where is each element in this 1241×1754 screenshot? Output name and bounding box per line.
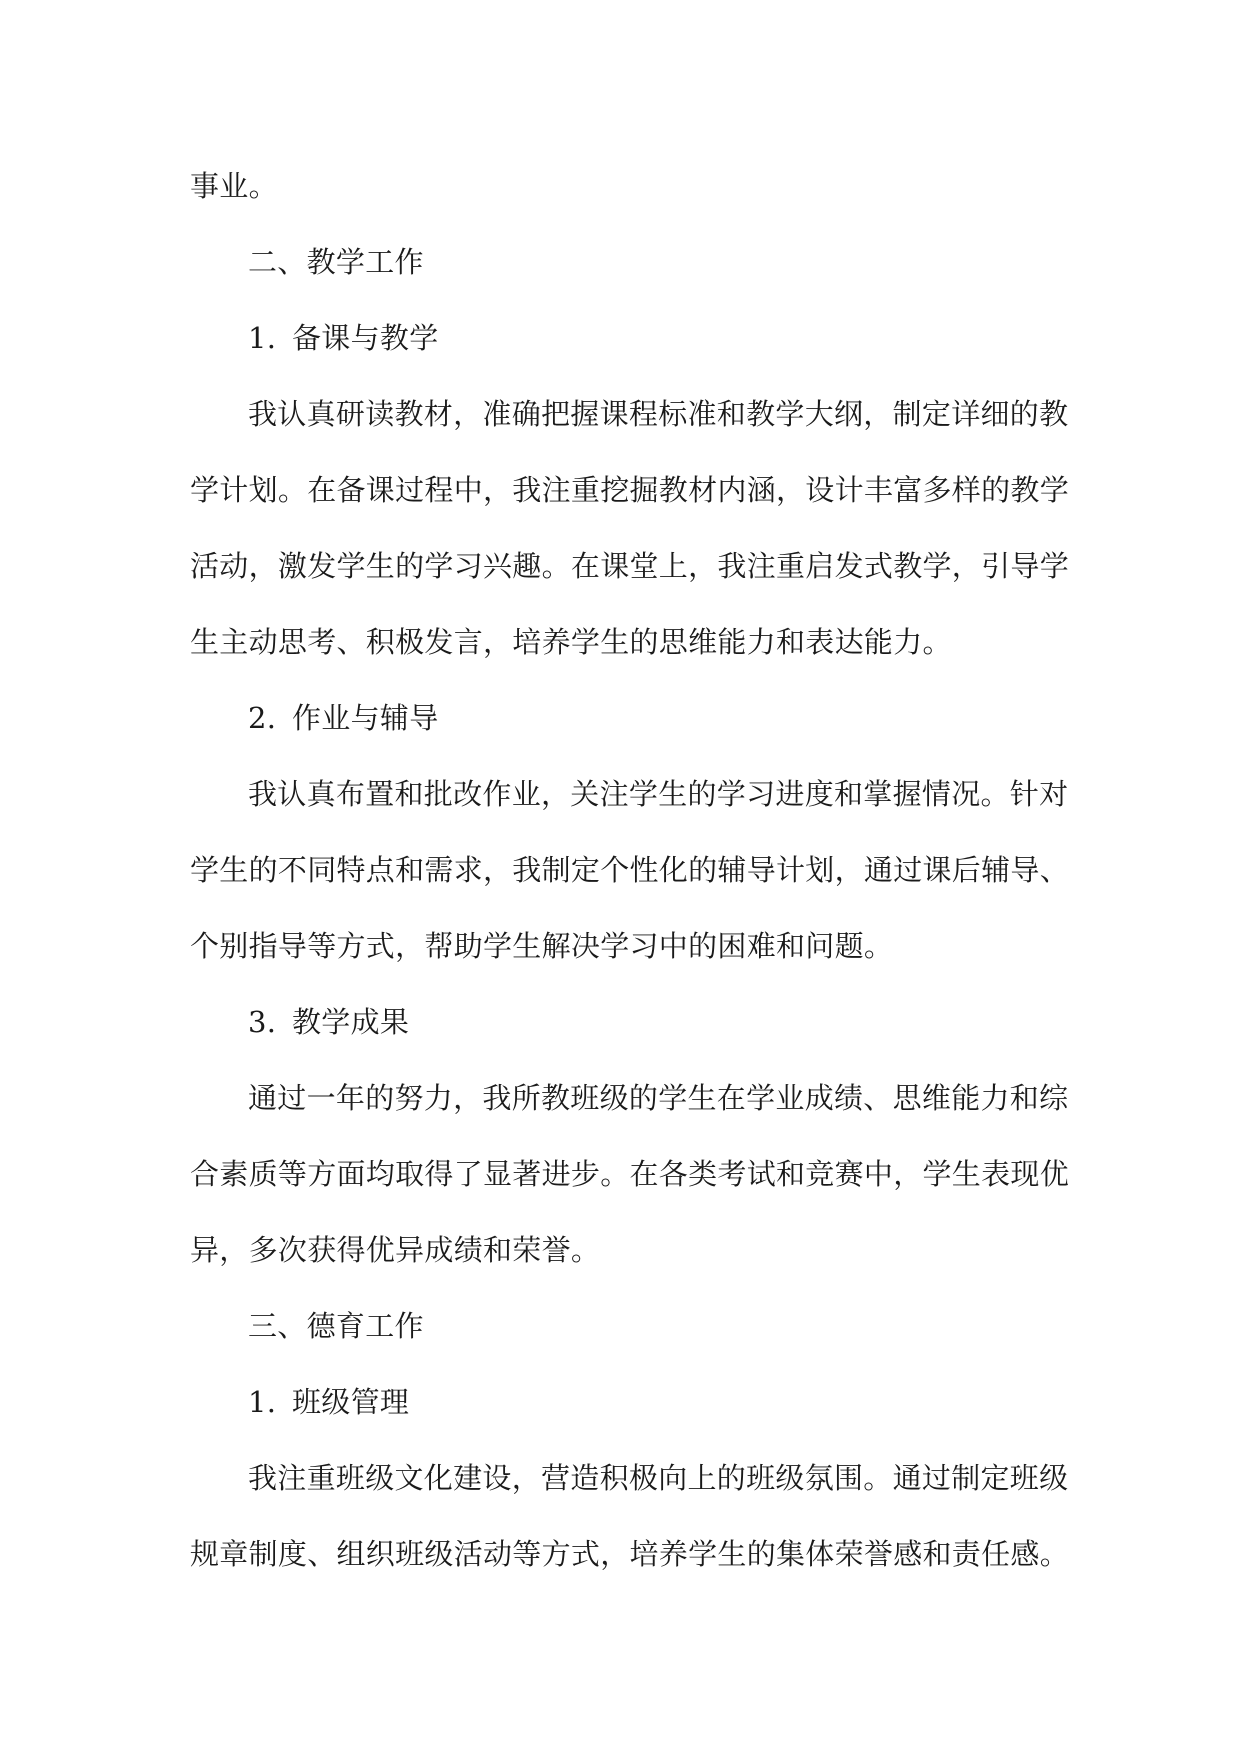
subsection-number: 1. (248, 321, 277, 355)
body-text-line: 事业。 (190, 169, 278, 203)
body-text-line: 我认真研读教材，准确把握课程标准和教学大纲，制定详细的教 (248, 397, 1069, 431)
body-text-line: 生主动思考、积极发言，培养学生的思维能力和表达能力。 (190, 625, 952, 659)
subsection-title: 作业与辅导 (292, 701, 439, 735)
subsection-number: 1. (248, 1385, 277, 1419)
document-body (190, 148, 1070, 1592)
subsection-heading (190, 1364, 1060, 1440)
body-text-line: 我注重班级文化建设，营造积极向上的班级氛围。通过制定班级 (248, 1461, 1069, 1495)
subsection-title: 备课与教学 (292, 321, 439, 355)
subsection-number: 3. (248, 1005, 277, 1039)
section-heading: 三、德育工作 (248, 1309, 424, 1343)
subsection-heading (190, 984, 1060, 1060)
body-text-line: 个别指导等方式，帮助学生解决学习中的困难和问题。 (190, 929, 894, 963)
body-text-line: 规章制度、组织班级活动等方式，培养学生的集体荣誉感和责任感。 (190, 1537, 1070, 1571)
body-text-line: 学生的不同特点和需求，我制定个性化的辅导计划，通过课后辅导、 (190, 853, 1070, 887)
body-text-line: 活动，激发学生的学习兴趣。在课堂上，我注重启发式教学，引导学 (190, 549, 1070, 583)
body-text-line: 学计划。在备课过程中，我注重挖掘教材内涵，设计丰富多样的教学 (190, 473, 1070, 507)
subsection-title: 班级管理 (292, 1385, 410, 1419)
body-text-line: 通过一年的努力，我所教班级的学生在学业成绩、思维能力和综 (248, 1081, 1069, 1115)
subsection-title: 教学成果 (292, 1005, 410, 1039)
subsection-heading (190, 300, 1060, 376)
body-text-line: 异，多次获得优异成绩和荣誉。 (190, 1233, 601, 1267)
subsection-heading (190, 680, 1060, 756)
body-text-line: 我认真布置和批改作业，关注学生的学习进度和掌握情况。针对 (248, 777, 1069, 811)
body-text-line: 合素质等方面均取得了显著进步。在各类考试和竞赛中，学生表现优 (190, 1157, 1070, 1191)
subsection-number: 2. (248, 701, 277, 735)
section-heading: 二、教学工作 (248, 245, 424, 279)
